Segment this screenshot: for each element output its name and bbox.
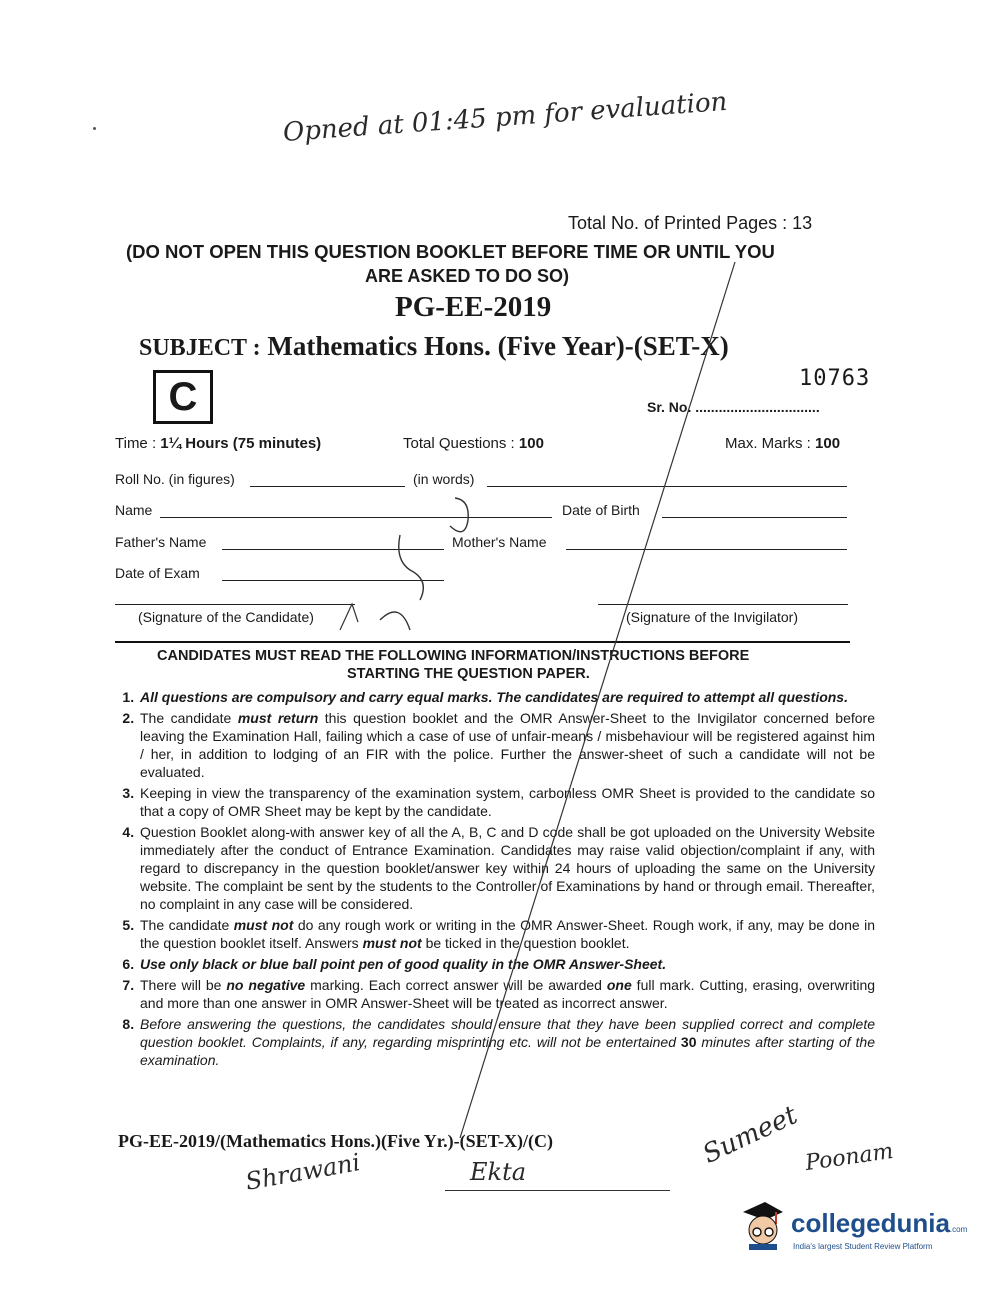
- dob-field[interactable]: [662, 517, 847, 518]
- warning-line-2: ARE ASKED TO DO SO): [365, 266, 570, 286]
- signature-poonam: Poonam: [803, 1138, 895, 1177]
- signature-shrawani: Shrawani: [243, 1148, 363, 1196]
- mother-name-label: Mother's Name: [452, 534, 547, 550]
- invigilator-signature-field[interactable]: [598, 604, 848, 605]
- instruction-4: 4. Question Booklet along-with answer key of all the A, B, C and D code shall be got uploaded on the University Website immediately after the conduct of Entrance Examination. Candidates may raise valid objection/complaint if any, with regard to discrepancy in the question booklet/answer key within 24 hours of uploading the same on the University website. The complaint be sent by the students to the Controller of Examinations by hand or through email. Thereafter, no complaint in any case will be considered.: [138, 823, 875, 913]
- warning-line-1: (DO NOT OPEN THIS QUESTION BOOKLET BEFORE TIME OR UNTIL YOU: [126, 241, 775, 262]
- serial-number-handwritten: 10763: [799, 366, 871, 391]
- name-field[interactable]: [160, 517, 552, 518]
- instruction-3: 3. Keeping in view the transparency of the examination system, carbonless OMR Sheet is provided to the candidate so that a copy of OMR Sheet may be kept by the candidate.: [138, 784, 875, 820]
- margin-dot: [93, 127, 96, 130]
- time-value: 1¼ Hours (75 minutes): [160, 435, 322, 452]
- instruction-8: 8. Before answering the questions, the candidates should ensure that they have been supplied correct and complete question booklet. Complaints, if any, regarding misprinting etc. will not be entertained 30 minutes after starting of the examination.: [138, 1015, 875, 1069]
- invigilator-signature-label: (Signature of the Invigilator): [626, 609, 798, 625]
- roll-figures-field[interactable]: [250, 486, 405, 487]
- instructions-heading-line-1: CANDIDATES MUST READ THE FOLLOWING INFORMATION/INSTRUCTIONS BEFORE: [157, 648, 750, 664]
- questions-value: 100: [518, 435, 544, 452]
- instruction-7: 7. There will be no negative marking. Each correct answer will be awarded one full mark. Cutting, erasing, overwriting and more than one answer in OMR Answer-Sheet will be treated as incorrect answer.: [138, 976, 875, 1012]
- collegedunia-logo: [735, 1200, 968, 1260]
- signature-ekta: Ekta: [470, 1158, 527, 1186]
- date-of-exam-label: Date of Exam: [115, 565, 200, 581]
- brand-name: [791, 1208, 967, 1239]
- marks-info: [725, 435, 840, 452]
- candidate-signature-label: (Signature of the Candidate): [138, 609, 314, 625]
- footer-code: PG-EE-2019/(Mathematics Hons.)(Five Yr.)-(SET-X)/(C): [118, 1131, 553, 1151]
- questions-info: [403, 435, 544, 452]
- subject-line: [139, 331, 729, 362]
- questions-label: Total Questions :: [403, 435, 519, 452]
- roll-figures-label: Roll No. (in figures): [115, 471, 235, 487]
- printed-pages: Total No. of Printed Pages : 13: [568, 213, 813, 233]
- marks-value: 100: [815, 435, 841, 452]
- instruction-1: 1. All questions are compulsory and carry equal marks. The candidates are required to attempt all questions.: [138, 688, 875, 706]
- set-code-box: [153, 370, 213, 424]
- sr-no-label: Sr. No. ................................: [647, 399, 820, 415]
- instruction-5: 5. The candidate must not do any rough work or writing in the OMR Answer-Sheet. Rough work, if any, may be done in the question booklet itself. Answers must not be ticked in the question booklet.: [138, 916, 875, 952]
- instructions-list: [116, 688, 875, 1072]
- candidate-signature-field[interactable]: [115, 604, 355, 605]
- brand-tagline: India's largest Student Review Platform: [793, 1242, 933, 1251]
- instructions-heading-line-2: STARTING THE QUESTION PAPER.: [347, 666, 590, 682]
- brand-text: collegedunia: [791, 1208, 950, 1238]
- signature-underline: [445, 1190, 670, 1191]
- set-code: C: [168, 374, 198, 419]
- time-info: [115, 435, 321, 452]
- subject-label: SUBJECT :: [139, 335, 261, 361]
- brand-suffix: .com: [949, 1225, 968, 1234]
- father-name-field[interactable]: [222, 549, 444, 550]
- arrow-scribble: [340, 604, 358, 630]
- marks-label: Max. Marks :: [725, 435, 816, 452]
- tick-mark-scribble: [450, 498, 468, 532]
- name-label: Name: [115, 502, 153, 518]
- instruction-2: 2. The candidate must return this question booklet and the OMR Answer-Sheet to the Invigilator concerned before leaving the Examination Hall, failing which a case of use of unfair-means / misbehaviour will be registered against him / her, in addition to lodging of an FIR with the police. Further the answer-sheet of such a candidate will not be evaluated.: [138, 709, 875, 781]
- roll-words-label: (in words): [413, 471, 475, 487]
- subject-value: Mathematics Hons. (Five Year)-(SET-X): [267, 331, 729, 361]
- exam-title: PG-EE-2019: [395, 291, 552, 323]
- graduate-mascot-icon: [735, 1200, 785, 1252]
- dob-label: Date of Birth: [562, 502, 640, 518]
- signature-sumeet: Sumeet: [698, 1100, 803, 1170]
- date-of-exam-field[interactable]: [222, 580, 444, 581]
- section-divider: [115, 641, 850, 643]
- instruction-6: 6. Use only black or blue ball point pen of good quality in the OMR Answer-Sheet.: [138, 955, 875, 973]
- father-name-label: Father's Name: [115, 534, 207, 550]
- handwritten-opened-note: Opned at 01:45 pm for evaluation: [282, 86, 729, 148]
- time-label: Time :: [115, 435, 161, 452]
- mother-name-field[interactable]: [566, 549, 847, 550]
- roll-words-field[interactable]: [487, 486, 847, 487]
